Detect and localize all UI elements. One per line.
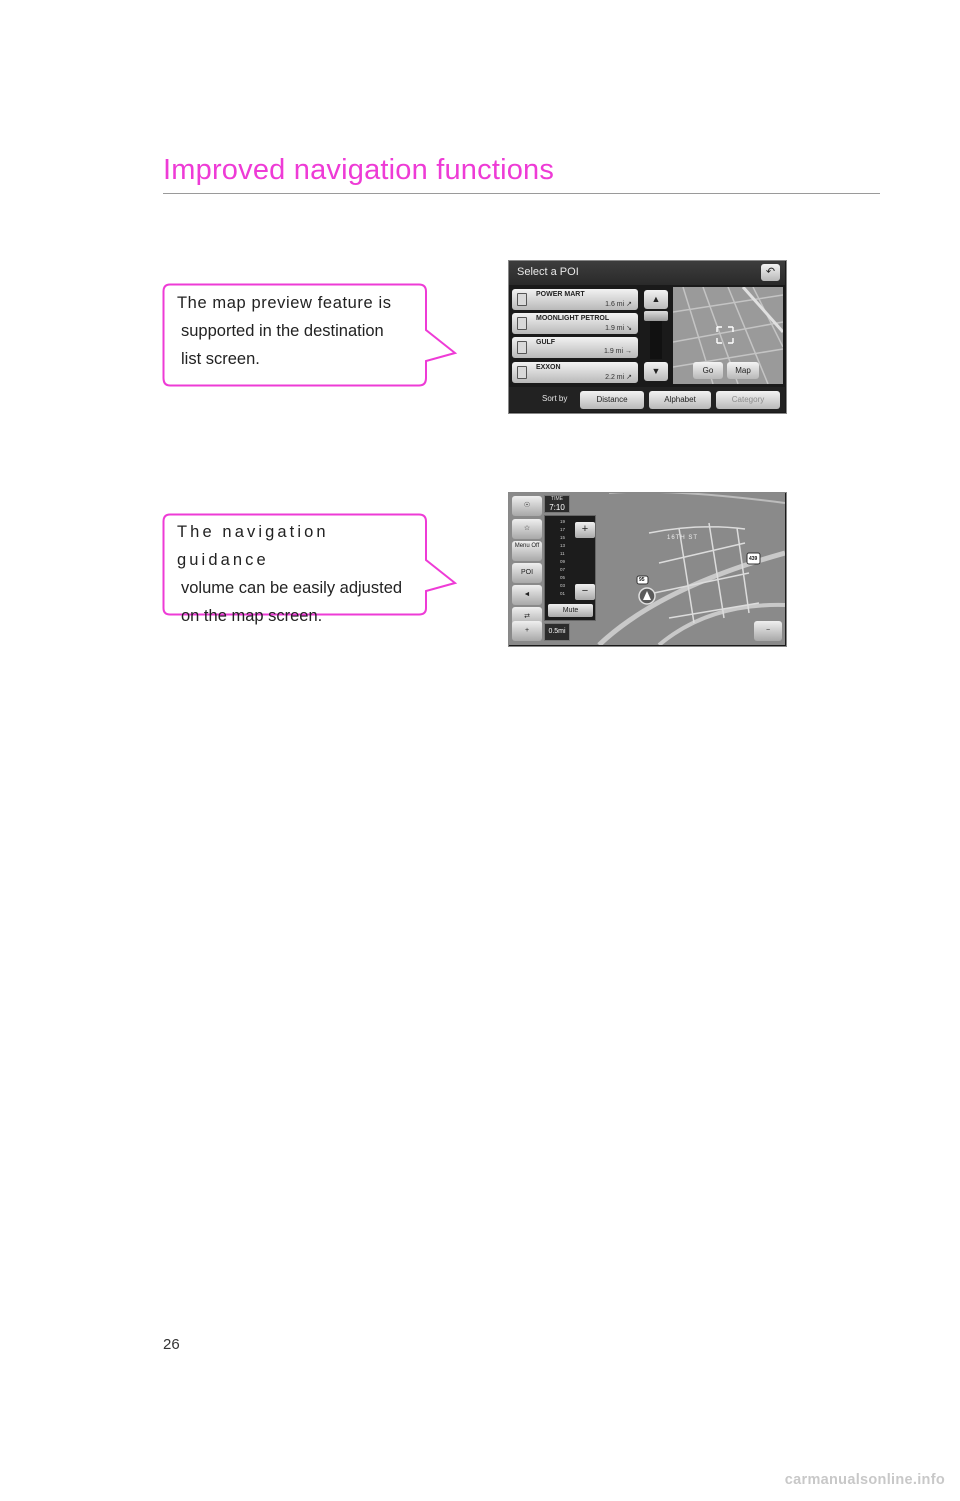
poi-distance: 2.2 mi ↗ <box>605 374 632 381</box>
volume-level: 05 <box>560 575 566 580</box>
gas-pump-icon <box>517 341 527 354</box>
double-chevron-down-icon: ▼ <box>651 366 661 376</box>
callout-line: The map preview feature is <box>177 294 392 312</box>
poi-list-item[interactable] <box>512 362 638 383</box>
time-label: TIME <box>551 496 563 502</box>
highway-shield-label: 439 <box>749 556 758 562</box>
zoom-out-icon: − <box>765 627 771 634</box>
volume-level: 09 <box>560 559 566 564</box>
callout-text <box>177 289 422 373</box>
volume-level: 07 <box>560 567 566 572</box>
volume-level: 03 <box>560 583 566 588</box>
volume-level: 17 <box>560 527 566 532</box>
watermark: carmanualsonline.info <box>784 1472 945 1488</box>
title-divider <box>163 193 880 194</box>
map-preview[interactable] <box>673 287 783 384</box>
volume-panel <box>544 515 596 621</box>
menu-off-button[interactable]: Menu Off <box>512 541 542 561</box>
back-button[interactable] <box>761 264 780 281</box>
sort-by-label: Sort by <box>542 394 568 403</box>
zoom-out-button[interactable] <box>754 621 782 641</box>
back-arrow-icon: ↶ <box>765 266 776 278</box>
poi-distance: 1.6 mi ↗ <box>605 301 632 308</box>
callout-text <box>177 518 422 630</box>
sort-category-button[interactable]: Category <box>716 391 780 409</box>
double-chevron-up-icon: ▲ <box>651 294 661 304</box>
volume-level: 13 <box>560 543 566 548</box>
plus-icon: + <box>581 523 589 535</box>
callout-line: list screen. <box>181 350 260 368</box>
poi-header <box>509 261 785 285</box>
poi-distance: 1.9 mi ↘ <box>605 325 632 332</box>
map-mode-button[interactable] <box>512 519 542 539</box>
poi-name: EXXON <box>536 364 561 371</box>
map-scale: 0.5mi <box>544 623 570 641</box>
time-display <box>544 495 570 513</box>
volume-level: 15 <box>560 535 566 540</box>
volume-button[interactable] <box>512 585 542 605</box>
poi-button[interactable]: POI <box>512 563 542 583</box>
gas-pump-icon <box>517 293 527 306</box>
callout-map-preview <box>162 283 458 387</box>
page-title: Improved navigation functions <box>163 154 555 186</box>
gas-pump-icon <box>517 317 527 330</box>
callout-line: volume can be easily adjusted <box>181 579 403 597</box>
callout-line: The navigation guidance <box>177 523 329 569</box>
map-street-label: 16TH ST <box>667 535 699 541</box>
map-view-button[interactable] <box>512 496 542 516</box>
gas-pump-icon <box>517 366 527 379</box>
map-mode-icon: ☆ <box>523 525 531 532</box>
sort-alphabet-button[interactable]: Alphabet <box>649 391 711 409</box>
zoom-in-button[interactable] <box>512 621 542 641</box>
route-icon: ⇄ <box>524 613 530 620</box>
volume-down-button[interactable] <box>575 584 595 600</box>
poi-name: GULF <box>536 339 556 346</box>
poi-distance: 1.9 mi → <box>603 348 632 355</box>
mute-button[interactable]: Mute <box>548 604 593 617</box>
poi-name: MOONLIGHT PETROL <box>536 315 610 322</box>
volume-level: 01 <box>560 591 566 596</box>
highway-shield-label: 95 <box>639 577 645 583</box>
callout-line: supported in the destination <box>181 322 384 340</box>
compass-icon: ☉ <box>523 502 531 509</box>
poi-list-item[interactable] <box>512 337 638 358</box>
minus-icon: − <box>581 585 589 597</box>
volume-up-button[interactable] <box>575 522 595 538</box>
poi-list-item[interactable] <box>512 313 638 334</box>
poi-name: POWER MART <box>536 291 585 298</box>
callout-line: on the map screen. <box>181 607 323 625</box>
scroll-down-button[interactable] <box>644 362 668 381</box>
volume-level: 19 <box>560 519 566 524</box>
page-number: 26 <box>163 1336 180 1353</box>
volume-level: 11 <box>560 551 565 556</box>
sort-distance-button[interactable]: Distance <box>580 391 644 409</box>
poi-screen-screenshot <box>508 260 787 414</box>
speaker-icon: ◄ <box>523 591 531 598</box>
time-value: 7:10 <box>549 503 565 512</box>
guidance-volume-screenshot <box>508 492 787 647</box>
callout-guidance-volume <box>162 513 458 625</box>
map-button[interactable]: Map <box>727 362 759 379</box>
poi-list-item[interactable] <box>512 289 638 310</box>
scrollbar-thumb[interactable] <box>644 311 668 321</box>
go-button[interactable]: Go <box>693 362 723 379</box>
sort-bar <box>509 387 785 412</box>
zoom-in-icon: + <box>524 627 530 634</box>
poi-screen-title: Select a POI <box>517 266 579 278</box>
scroll-up-button[interactable] <box>644 290 668 309</box>
